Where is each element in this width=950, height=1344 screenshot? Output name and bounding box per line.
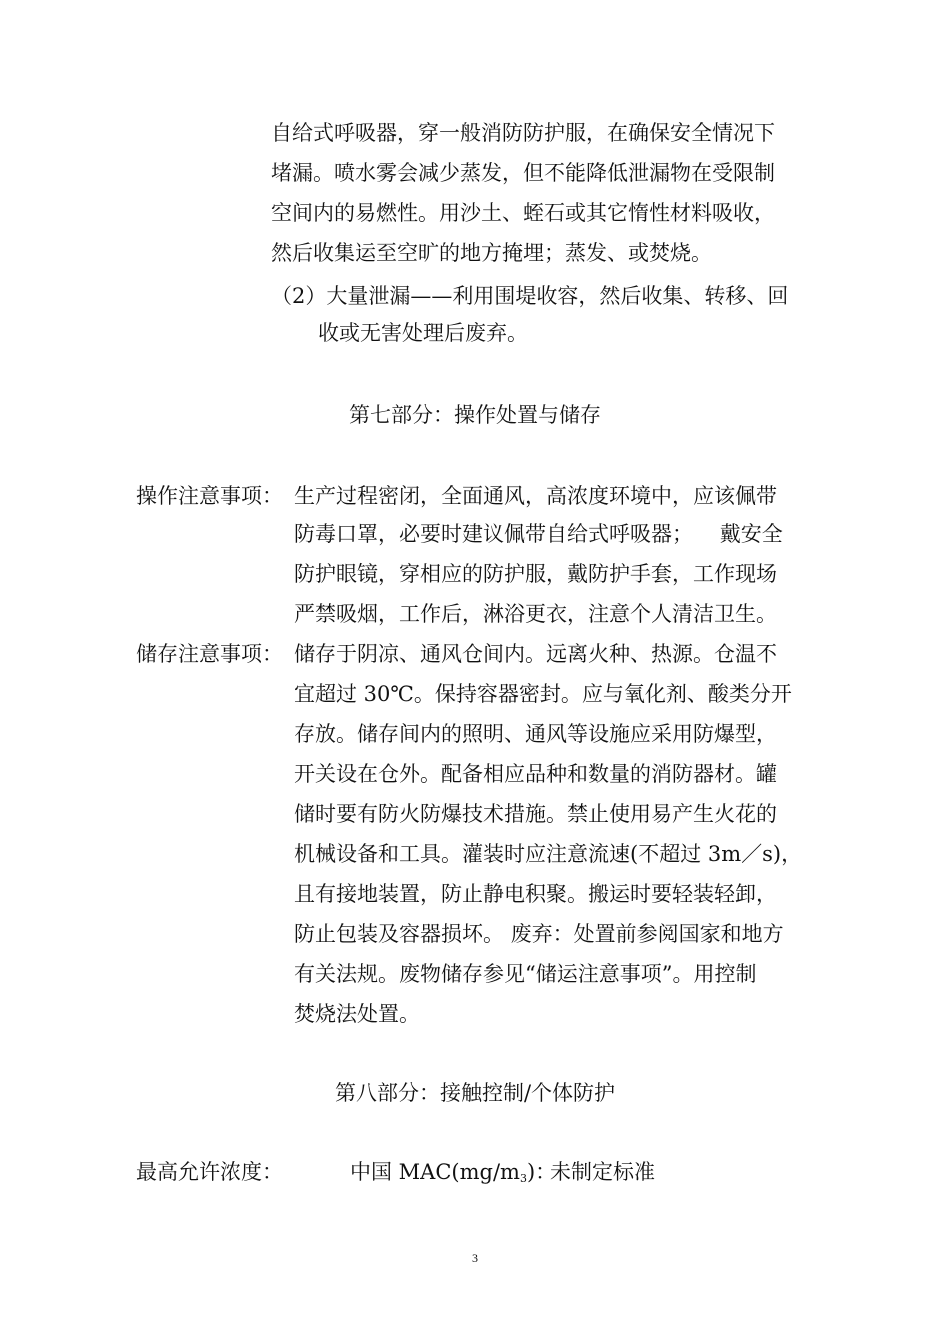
leak-text-line: 自给式呼吸器，穿一般消防防护服，在确保安全情况下	[271, 121, 775, 145]
operation-text-line: 防毒口罩，必要时建议佩带自给式呼吸器； 戴安全	[294, 522, 783, 546]
storage-text-line: 有关法规。废物储存参见“储运注意事项”。用控制	[294, 962, 757, 986]
operation-text-line: 生产过程密闭，全面通风，高浓度环境中，应该佩带	[294, 484, 777, 508]
mac-key-prefix: 中国 MAC(mg/m	[350, 1160, 520, 1184]
section-title-part7: 第七部分：操作处置与储存	[349, 403, 601, 427]
mac-key-sub: 3	[519, 1172, 527, 1185]
large-leak-line: （2）大量泄漏——利用围堤收容，然后收集、转移、回	[271, 284, 789, 308]
storage-text-line: 存放。储存间内的照明、通风等设施应采用防爆型，	[294, 722, 777, 746]
storage-text-line: 开关设在仓外。配备相应品种和数量的消防器材。罐	[294, 762, 777, 786]
operation-label: 操作注意事项：	[136, 484, 283, 508]
operation-text-line: 防护眼镜，穿相应的防护服，戴防护手套，工作现场	[294, 562, 777, 586]
mac-value: 未制定标准	[550, 1160, 655, 1184]
operation-text-line: 严禁吸烟，工作后，淋浴更衣，注意个人清洁卫生。	[294, 602, 777, 626]
storage-text-line: 宜超过 30℃。保持容器密封。应与氧化剂、酸类分开	[294, 682, 792, 706]
storage-text-line: 焚烧法处置。	[294, 1002, 420, 1026]
mac-label: 最高允许浓度：	[136, 1160, 283, 1184]
storage-text-line: 防止包装及容器损坏。 废弃：处置前参阅国家和地方	[294, 922, 784, 946]
section-title-part8: 第八部分：接触控制/个体防护	[334, 1081, 616, 1105]
page-number: 3	[472, 1251, 478, 1265]
mac-key-suffix: )：	[526, 1160, 557, 1184]
leak-text-line: 空间内的易燃性。用沙土、蛭石或其它惰性材料吸收，	[271, 201, 775, 225]
storage-text-line: 储时要有防火防爆技术措施。禁止使用易产生火花的	[294, 802, 777, 826]
storage-text-line: 机械设备和工具。灌装时应注意流速(不超过 3m／s)，	[294, 842, 803, 866]
leak-text-line: 然后收集运至空旷的地方掩埋；蒸发、或焚烧。	[271, 241, 712, 265]
storage-label: 储存注意事项：	[136, 642, 283, 666]
storage-text-line: 且有接地装置，防止静电积聚。搬运时要轻装轻卸，	[294, 882, 777, 906]
mac-key	[350, 1162, 556, 1189]
storage-text-line: 储存于阴凉、通风仓间内。远离火种、热源。仓温不	[294, 642, 777, 666]
large-leak-line: 收或无害处理后废弃。	[318, 321, 528, 345]
leak-text-line: 堵漏。喷水雾会减少蒸发，但不能降低泄漏物在受限制	[271, 161, 775, 185]
